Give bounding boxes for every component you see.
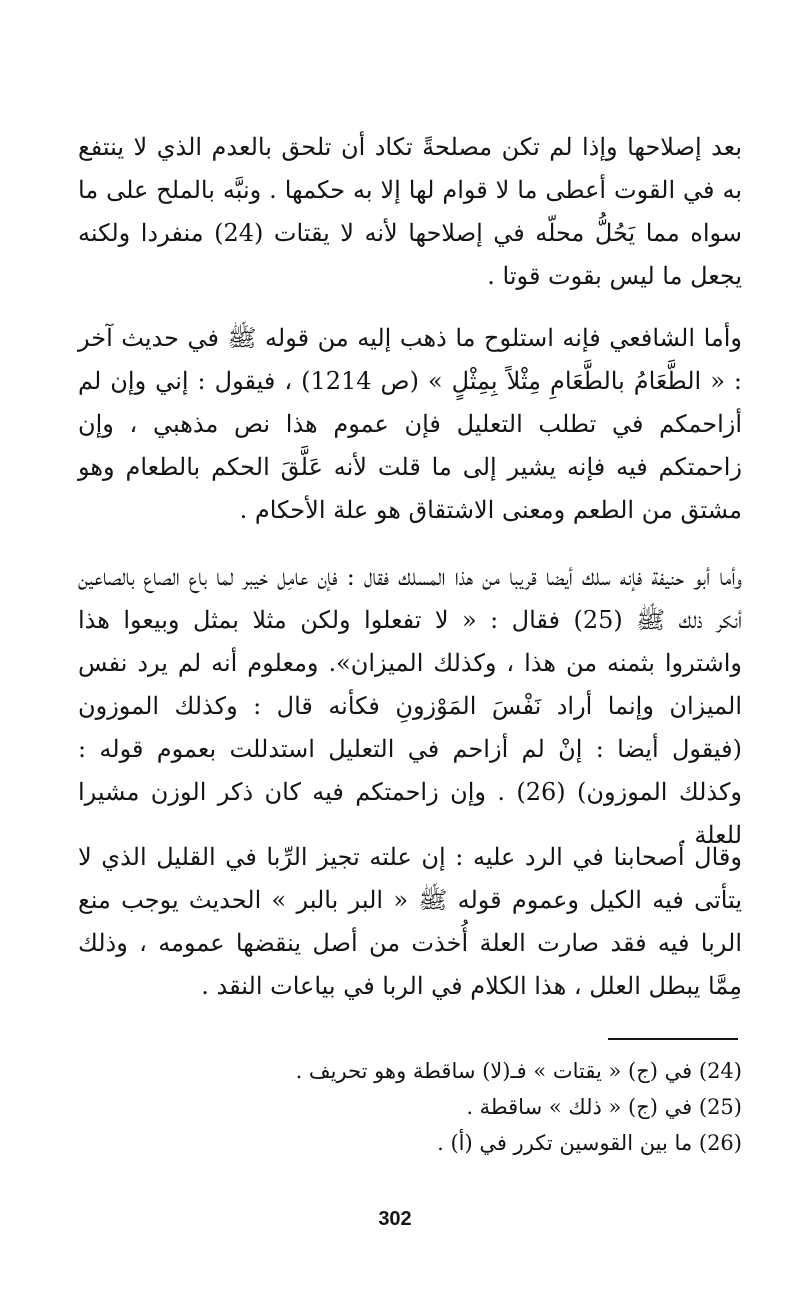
- body-paragraph: وأما الشافعي فإنه استلوح ما ذهب إليه من قوله ﷺ في حديث آخر : « الطَّعَامُ بالطَّعَامِ مِثْلاً بِمِثْلٍ » (ص 1214) ، فيقول : إني وإن لم أزاحمكم في تطلب التعليل فإن عموم هذا نص مذهبي ، وإن زاحمتكم فيه فإنه يشير إلى ما قلت لأنه عَلَّقَ الحكم بالطعام وهو مشتق من الطعم ومعنى الاشتقاق هو علة الأحكام .: [78, 324, 742, 524]
- footnote-divider: [608, 1038, 738, 1040]
- footnote-item: (24) في (ج) « يقتات » فـ(لا) ساقطة وهو تحريف .: [295, 1059, 742, 1083]
- body-paragraph: وقال أصحابنا في الرد عليه : إن علته تجيز الرِّبا في القليل الذي لا يتأتى فيه الكيل وعموم قوله ﷺ « البر بالبر » الحديث يوجب منع الربا فيه فقد صارت العلة أُخذت من أصل ينقضها عمومه ، وذلك مِمَّا يبطل العلل ، هذا الكلام في الربا في بياعات النقد .: [78, 843, 743, 1000]
- body-paragraph: وأما أبو حنيفة فإنه سلك أيضا قريبا من هذا المسلك فقال : فإن عامِل خيبر لما باع الصاع بالصاعين أنكر ذلك ﷺ (25) فقال : « لا تفعلوا ولكن مثلا بمثل وبيعوا هذا واشتروا بثمنه من هذا ، وكذلك الميزان». ومعلوم أنه لم يرد نفس الميزان وإنما أراد نَفْسَ المَوْزونِ فكأنه قال : وكذلك الموزون (فيقول أيضا : إنْ لم أزاحم في التعليل استدللت بعموم قوله : وكذلك الموزون) (26) . وإن زاحمتكم فيه كان ذكر الوزن مشيرا للعلة .: [78, 563, 743, 849]
- footnote-item: (25) في (ج) « ذلك » ساقطة .: [466, 1095, 742, 1119]
- footnotes-list: [78, 1053, 742, 1161]
- footnote-item: (26) ما بين القوسين تكرر في (أ) .: [437, 1131, 742, 1155]
- body-paragraph: بعد إصلاحها وإذا لم تكن مصلحةً تكاد أن تلحق بالعدم الذي لا ينتفع به في القوت أعطى ما لا قوام لها إلا به حكمها . ونبَّه بالملح على ما سواه مما يَحُلُّ محلّه في إصلاحها لأنه لا يقتات (24) منفردا ولكنه يجعل ما ليس بقوت قوتا .: [78, 133, 742, 290]
- page-number: 302: [378, 1208, 412, 1230]
